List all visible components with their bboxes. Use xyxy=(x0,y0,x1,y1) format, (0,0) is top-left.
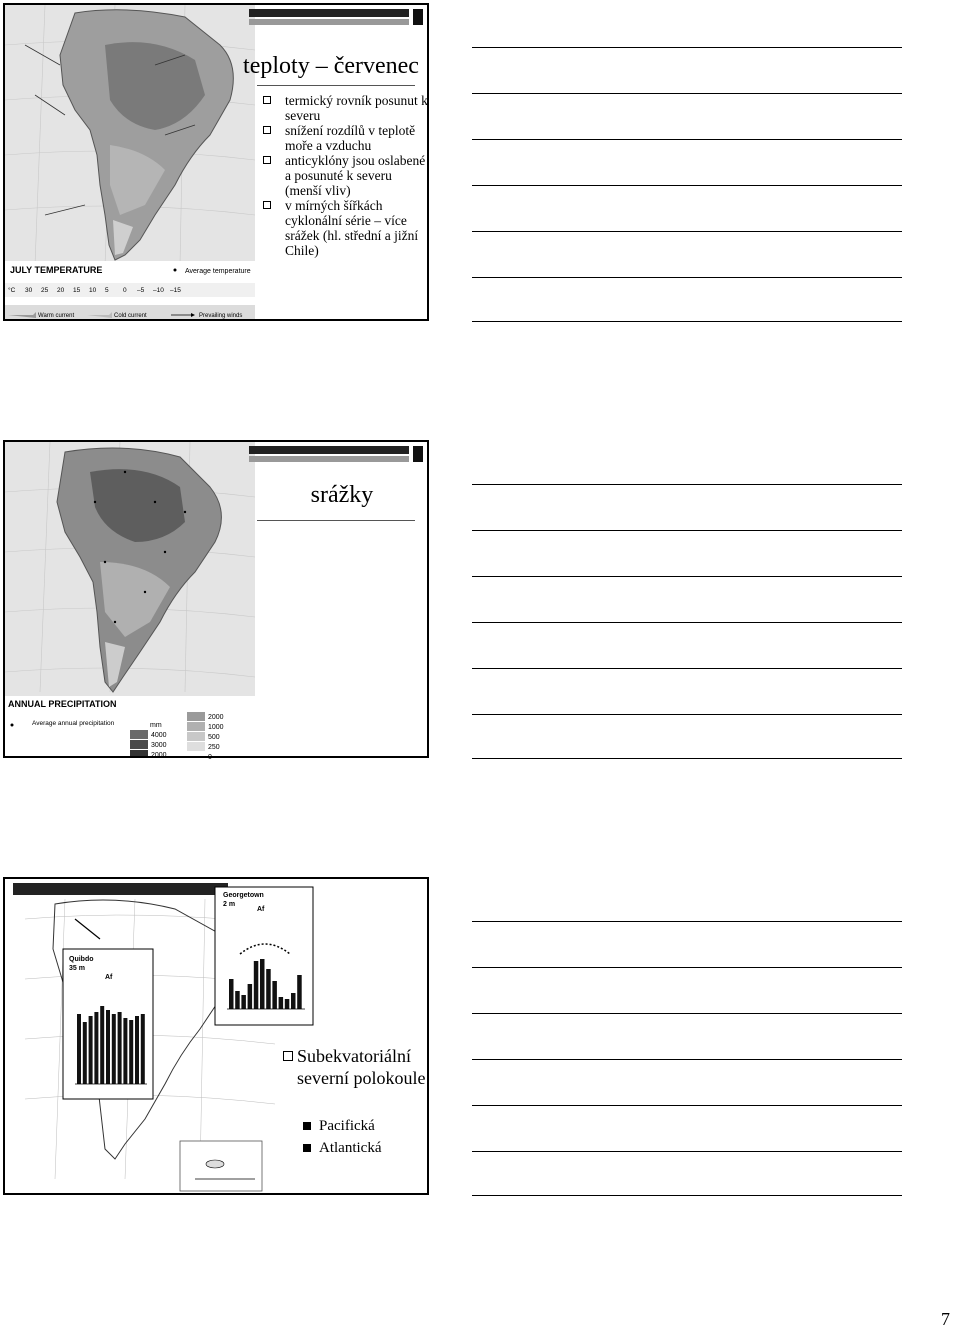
sub-bullet-item: Atlantická xyxy=(301,1137,429,1159)
map-legend-average: Average annual precipitation xyxy=(32,720,115,727)
diagram-bar xyxy=(248,984,253,1009)
diagram-bar xyxy=(291,993,296,1009)
bullet-item: snížení rozdílů v teplotě moře a vzduchu xyxy=(257,123,429,153)
map-title: ANNUAL PRECIPITATION xyxy=(8,699,117,709)
sub-bullet-list xyxy=(301,1115,429,1159)
scale-value: 15 xyxy=(73,287,81,294)
slide-title: teploty – červenec xyxy=(243,53,419,79)
sub-bullet-item: Pacifická xyxy=(301,1115,429,1137)
chart-right-elevation: 2 m xyxy=(223,901,236,908)
scale-value: 30 xyxy=(25,287,33,294)
diagram-bar xyxy=(123,1018,127,1084)
bullet-list xyxy=(257,93,429,258)
bullet-item: termický rovník posunut k severu xyxy=(257,93,429,123)
slide-2 xyxy=(3,440,429,761)
slide-title: srážky xyxy=(310,482,374,508)
annual-precipitation-map xyxy=(5,442,255,761)
scale-value: 250 xyxy=(208,744,220,751)
scale-value: 3000 xyxy=(151,742,167,749)
note-lines xyxy=(472,921,902,1201)
diagram-bar xyxy=(266,969,271,1009)
diagram-bar xyxy=(94,1012,98,1084)
scale-value: –15 xyxy=(170,287,181,294)
scale-value: 4000 xyxy=(151,732,167,739)
diagram-bar xyxy=(272,981,277,1009)
title-rule xyxy=(257,85,415,86)
diagram-bar xyxy=(241,995,246,1009)
july-temperature-map xyxy=(5,5,255,319)
scale-value: 10 xyxy=(89,287,97,294)
diagram-bar xyxy=(279,997,284,1009)
map-legend-average: Average temperature xyxy=(185,268,251,275)
chart-left-elevation: 35 m xyxy=(69,965,85,972)
slide-decoration xyxy=(249,446,423,464)
chart-left-station: Quibdo xyxy=(69,956,94,963)
title-rule xyxy=(257,520,415,521)
diagram-bar xyxy=(260,959,265,1009)
diagram-bar xyxy=(141,1014,145,1084)
diagram-bar xyxy=(229,979,234,1009)
scale-value: 2000 xyxy=(151,752,167,759)
diagram-bar xyxy=(254,961,258,1009)
bullet-item: Subekvatoriální severní polokoule xyxy=(283,1045,429,1089)
legend-warm-current: Warm current xyxy=(38,313,75,319)
diagram-bar xyxy=(129,1020,133,1084)
slide-decoration xyxy=(249,9,423,27)
diagram-bar xyxy=(235,991,240,1009)
diagram-bar xyxy=(83,1022,87,1084)
note-lines xyxy=(472,484,902,764)
diagram-bar xyxy=(297,975,302,1009)
diagram-bar xyxy=(89,1016,93,1084)
scale-value: 0 xyxy=(208,754,212,761)
legend-cold-current: Cold current xyxy=(114,313,147,319)
scale-value: 20 xyxy=(57,287,65,294)
scale-value: 500 xyxy=(208,734,220,741)
scale-value: 5 xyxy=(105,287,109,294)
chart-right-label: Af xyxy=(257,906,265,913)
scale-value: 2000 xyxy=(208,714,224,721)
scale-value: –5 xyxy=(137,287,145,294)
scale-value: –10 xyxy=(153,287,164,294)
scale-value: 0 xyxy=(123,287,127,294)
legend-prevailing-winds: Prevailing winds xyxy=(199,313,243,319)
diagram-bar xyxy=(100,1006,104,1084)
slide-1 xyxy=(3,3,429,321)
scale-value: 1000 xyxy=(208,724,224,731)
scale-value: 25 xyxy=(41,287,49,294)
diagram-bar xyxy=(77,1014,81,1084)
diagram-bar xyxy=(106,1010,110,1084)
scale-unit: °C xyxy=(8,287,16,294)
page-number: 7 xyxy=(941,1309,950,1329)
bullet-item: v mírných šířkách cyklonální série – více srážek (hl. střední a jižní Chile) xyxy=(257,198,429,258)
legend-unit: mm xyxy=(150,722,162,729)
slide-3 xyxy=(3,877,429,1195)
chart-left-label: Af xyxy=(105,974,113,981)
chart-right-station: Georgetown xyxy=(223,892,264,899)
note-lines xyxy=(472,47,902,327)
diagram-bar xyxy=(112,1014,116,1084)
diagram-bar xyxy=(135,1016,139,1084)
diagram-bar xyxy=(118,1012,122,1084)
diagram-bar xyxy=(285,999,290,1009)
map-title: JULY TEMPERATURE xyxy=(10,265,103,275)
bullet-item: anticyklóny jsou oslabené a posunuté k severu (menší vliv) xyxy=(257,153,429,198)
